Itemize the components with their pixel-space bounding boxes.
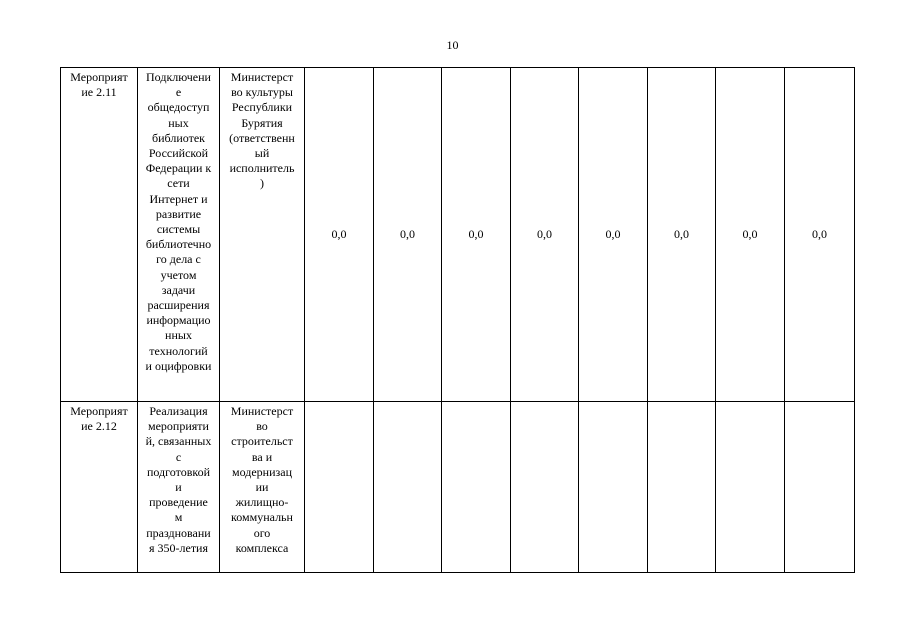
value-cell [579, 402, 648, 573]
value-cell: 0,0 [579, 68, 648, 402]
measure-code-cell [61, 68, 138, 402]
measure-executor-cell [220, 68, 305, 402]
value-cell [648, 402, 716, 573]
measure-name-cell [138, 68, 220, 402]
measure-executor-cell [220, 402, 305, 573]
value-cell: 0,0 [648, 68, 716, 402]
value-cell [305, 402, 374, 573]
value-cell [442, 402, 511, 573]
value-cell: 0,0 [716, 68, 785, 402]
measure-name: Реализация мероприяти й, связанных с подготовкой и проведение м праздновани я 350-летия [145, 404, 212, 555]
value-cell [511, 402, 579, 573]
value-cell [785, 402, 855, 573]
table-row [61, 68, 855, 402]
measure-code-cell [61, 402, 138, 573]
value-cell: 0,0 [511, 68, 579, 402]
measure-executor: Министерст во строительст ва и модернизац ии жилищно- коммунальн ого комплекса [230, 404, 294, 555]
value-cell: 0,0 [374, 68, 442, 402]
measure-name-cell [138, 402, 220, 573]
page-number: 10 [446, 38, 459, 52]
table-row [61, 402, 855, 573]
value-cell [716, 402, 785, 573]
measure-code: Мероприят ие 2.12 [70, 404, 128, 434]
measure-name: Подключени е общедоступ ных библиотек Российской Федерации к сети Интернет и развитие системы библиотечно го дела с учетом задачи расширения информацио нных технологий и оцифровки [145, 70, 212, 373]
value-cell [374, 402, 442, 573]
measure-executor: Министерст во культуры Республики Бурятия (ответственн ый исполнитель ) [229, 70, 295, 191]
value-cell: 0,0 [785, 68, 855, 402]
measure-code: Мероприят ие 2.11 [70, 70, 128, 100]
value-cell: 0,0 [305, 68, 374, 402]
value-cell: 0,0 [442, 68, 511, 402]
measures-table [60, 67, 855, 573]
